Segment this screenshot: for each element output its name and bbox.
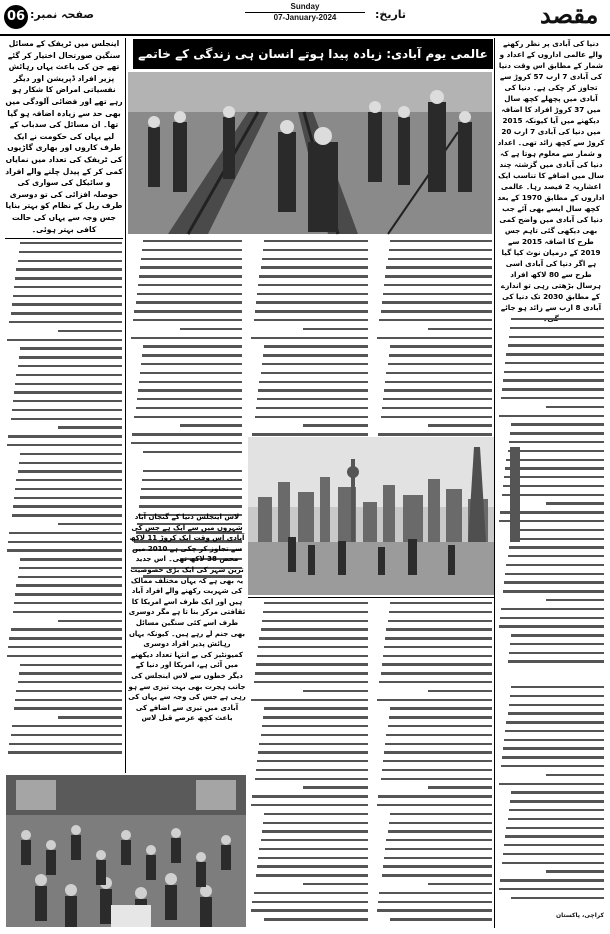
text-line [19, 567, 122, 569]
text-line [386, 839, 492, 841]
text-line [16, 268, 122, 270]
text-line [8, 435, 122, 437]
text-line [14, 497, 122, 499]
text-line [378, 795, 492, 797]
text-line [58, 426, 122, 428]
text-line [510, 538, 604, 540]
text-line [256, 663, 368, 665]
text-line [19, 356, 122, 358]
text-line [505, 467, 604, 469]
text-line [390, 345, 492, 347]
text-line [19, 462, 122, 464]
text-line [509, 546, 604, 548]
text-line [131, 337, 242, 339]
text-line [20, 664, 122, 666]
text-line [509, 809, 604, 811]
text-line [264, 345, 368, 347]
text-line [384, 646, 492, 648]
text-line [261, 628, 368, 630]
text-line [382, 407, 492, 409]
text-line [505, 835, 604, 837]
text-line [506, 564, 604, 566]
text-line [506, 353, 604, 355]
text-line [255, 310, 368, 312]
text-line [510, 643, 604, 645]
text-line [180, 328, 242, 330]
text-line [504, 844, 604, 846]
text-line [383, 865, 492, 867]
text-line [15, 488, 122, 490]
text-line [138, 389, 242, 391]
text-line [508, 555, 604, 557]
text-line [13, 400, 122, 402]
text-line [262, 620, 368, 622]
text-line [262, 258, 368, 260]
text-line [13, 295, 122, 297]
text-line [390, 813, 492, 815]
text-line [14, 391, 122, 393]
text-line [139, 275, 242, 277]
text-line [389, 611, 492, 613]
text-line [257, 398, 368, 400]
text-line [134, 310, 242, 312]
text-line [508, 660, 604, 662]
text-line [381, 416, 492, 418]
text-line [252, 433, 368, 435]
text-line [20, 453, 122, 455]
text-line [377, 699, 492, 701]
text-line [11, 418, 122, 420]
text-line [257, 655, 368, 657]
text-line [7, 339, 122, 341]
text-line [385, 848, 492, 850]
text-line [256, 407, 368, 409]
text-line [389, 822, 492, 824]
text-line [19, 672, 122, 674]
text-line [382, 874, 492, 876]
text-line [388, 363, 492, 365]
text-line [386, 372, 492, 374]
text-line [383, 655, 492, 657]
text-line [264, 602, 368, 604]
text-line [12, 514, 122, 516]
text-line [136, 407, 242, 409]
text-line [262, 830, 368, 832]
text-line [303, 883, 368, 885]
middle-bold-column: لاس اینجلس دنیا کے گنجان آباد شہروں میں سے ایک ہے جس کی آبادی اس وقت ایک کروڑ 11 لاکھ سے تجاوز کر چکی ہے 2010 میں محض 38 لاکھ تھی۔ اس جدید ترین شہر کی ایک بڑی خصوصیت یہ بھی ہے کہ یہاں مختلف ممالک کی شہریت رکھنے والے افراد آباد ہیں اور ایک طرف اسے امریکا کا ثقافتی مرکز بنا تا ہے مگر دوسری طرف اسے کئی سنگین مسائل بھی جنم لے رہے ہیں۔ کیونکہ یہاں رہائش پذیر افراد دوسری کمیونٹیز کی بے انتہا تعداد دیکھنے میں آئی ہے، امریکا اور دنیا کے دیگر خطوں سے لاس اینجلس کی جانب ہجرت بھی بہت تیزی سے ہو رہی ہے جس کی وجہ سے یہاں کی آبادی میں تیزی سے اضافے کی باعث کچھ عرصے قبل لاس [128, 513, 246, 723]
text-line [262, 725, 368, 727]
text-line [7, 655, 122, 657]
text-line [386, 734, 492, 736]
text-line [511, 423, 604, 425]
text-line [384, 284, 492, 286]
text-line [263, 354, 368, 356]
text-line [509, 336, 604, 338]
text-line [255, 778, 368, 780]
text-line [20, 347, 122, 349]
text-line [258, 284, 368, 286]
text-line [303, 328, 368, 330]
text-line [389, 249, 492, 251]
text-line [382, 301, 492, 303]
signature-line: کراچی، پاکستان [556, 912, 604, 919]
text-line [9, 637, 122, 639]
text-line [508, 344, 604, 346]
text-line [546, 599, 604, 601]
text-line [251, 909, 368, 911]
text-line [254, 892, 368, 894]
text-line [258, 857, 368, 859]
text-line [506, 827, 604, 829]
column-divider [5, 238, 123, 239]
text-line [255, 672, 368, 674]
text-line [501, 765, 604, 767]
text-line [257, 760, 368, 762]
text-line [254, 681, 368, 683]
text-line [511, 686, 604, 688]
body-text-col-6 [376, 602, 492, 928]
text-line [428, 424, 492, 426]
text-line [138, 284, 242, 286]
text-line [142, 249, 242, 251]
text-line [377, 909, 492, 911]
text-line [258, 646, 368, 648]
text-line [258, 389, 368, 391]
text-line [509, 441, 604, 443]
text-line [511, 318, 604, 320]
text-line [137, 398, 242, 400]
text-line [502, 756, 604, 758]
left-body-text [6, 242, 122, 762]
text-line [385, 275, 492, 277]
text-line [508, 450, 604, 452]
text-line [7, 549, 122, 551]
body-text-col-4 [130, 240, 242, 465]
text-line [14, 707, 122, 709]
text-line [546, 774, 604, 776]
text-line [139, 381, 242, 383]
text-line [388, 258, 492, 260]
text-line [510, 800, 604, 802]
text-line [143, 470, 242, 472]
text-line [16, 479, 122, 481]
text-line [261, 734, 368, 736]
text-line [381, 672, 492, 674]
text-line [509, 704, 604, 706]
text-line [8, 541, 122, 543]
right-bold-column: دنیا کی آبادی پر نظر رکھنے والے عالمی اداروں کے اعداد و شمار کے مطابق اس وقت دنیا کی آبادی 7 ارب 57 کروڑ سے تجاوز کر چکی ہے۔ دنیا کی آبادی میں پچھلے کچھ سال میں 37 کروڑ افراد کا اضافہ دیکھنے میں آیا کیونکہ 2015 میں دنیا کی آبادی 7 ارب 20 کروڑ سے کچھ زائد تھی۔ اعداد و شمار سے معلوم ہوتا ہے کہ دنیا کی آبادی میں گزشتہ چند سال میں اضافے کا تناسب ایک اعشاریہ 2 فیصد رہا۔ عالمی اداروں کے مطابق 1970 کے بعد کچھ سال ایسے بھی آئے جب دنیا کی آبادی میں واضح کمی بھی دیکھی گئی تاہم جس طرح کا اضافہ 2015 سے 2019 کے درمیان نوٹ کیا گیا ہے اگر دنیا کی آبادی اسی طرح سے 80 لاکھ افراد ہرسال بڑھتی رہی تو اندازے کے مطابق 2030 تک دنیا کی آبادی 8 ارب سے زائد ہو جائے [497, 39, 605, 312]
text-line [19, 251, 122, 253]
text-line [259, 381, 368, 383]
text-line [546, 406, 604, 408]
text-line [384, 857, 492, 859]
text-line [428, 690, 492, 692]
text-line [506, 459, 604, 461]
text-line [511, 634, 604, 636]
text-line [385, 637, 492, 639]
text-line [12, 725, 122, 727]
body-text-col-7 [250, 602, 368, 928]
text-line [255, 416, 368, 418]
text-line [388, 830, 492, 832]
text-line [379, 681, 492, 683]
text-line [8, 751, 122, 753]
body-text-col-2 [376, 240, 492, 465]
text-line [137, 293, 242, 295]
text-line [390, 602, 492, 604]
text-line [142, 479, 242, 481]
text-line [388, 620, 492, 622]
text-line [9, 743, 122, 745]
text-line [140, 372, 242, 374]
text-line [499, 783, 604, 785]
text-line [377, 804, 492, 806]
text-line [261, 266, 368, 268]
text-line [14, 286, 122, 288]
city-skyline-photo [248, 437, 494, 595]
text-line [13, 611, 122, 613]
text-line [58, 330, 122, 332]
text-line [14, 602, 122, 604]
text-line [140, 266, 242, 268]
text-line [510, 432, 604, 434]
text-line [546, 870, 604, 872]
main-headline: عالمی یوم آبادی: زیادہ پیدا ہوتے انسان ہی زندگی کے خاتمے [133, 39, 493, 69]
text-line [428, 883, 492, 885]
text-line [259, 275, 368, 277]
date-box [245, 2, 365, 23]
text-line [256, 301, 368, 303]
text-line [381, 310, 492, 312]
text-line [389, 716, 492, 718]
text-line [20, 242, 122, 244]
text-line [263, 716, 368, 718]
text-line [18, 576, 122, 578]
text-line [12, 409, 122, 411]
text-line [263, 611, 368, 613]
railway-crowd-photo [128, 72, 492, 234]
day-label: Sunday [245, 2, 365, 13]
text-line [11, 734, 122, 736]
page-number-badge: 06 [4, 5, 28, 29]
text-line [258, 751, 368, 753]
text-line [264, 918, 368, 920]
text-line [18, 365, 122, 367]
text-line [140, 496, 242, 498]
text-line [506, 721, 604, 723]
text-line [259, 848, 368, 850]
text-line [58, 716, 122, 718]
text-line [142, 354, 242, 356]
text-line [15, 699, 122, 701]
text-line [377, 337, 492, 339]
text-line [252, 901, 368, 903]
text-line [16, 584, 122, 586]
text-line [9, 532, 122, 534]
date-value: 07-January-2024 [273, 13, 337, 22]
text-line [18, 681, 122, 683]
text-line [251, 804, 368, 806]
text-line [143, 451, 242, 453]
text-line [263, 249, 368, 251]
text-line [18, 260, 122, 262]
text-line [143, 240, 242, 242]
text-line [16, 690, 122, 692]
text-line [11, 312, 122, 314]
text-line [261, 372, 368, 374]
text-line [257, 865, 368, 867]
column-divider [125, 38, 126, 773]
text-line [508, 818, 604, 820]
text-line [141, 363, 242, 365]
text-line [502, 388, 604, 390]
text-line [505, 730, 604, 732]
text-line [503, 379, 604, 381]
text-line [15, 277, 122, 279]
text-line [499, 415, 604, 417]
body-text-col-3 [250, 240, 368, 465]
text-line [511, 529, 604, 531]
text-line [503, 747, 604, 749]
text-line [504, 581, 604, 583]
text-line [7, 444, 122, 446]
text-line [18, 470, 122, 472]
text-line [58, 523, 122, 525]
text-line [501, 397, 604, 399]
text-line [511, 897, 604, 899]
text-line [385, 381, 492, 383]
text-line [134, 416, 242, 418]
text-line [143, 345, 242, 347]
page-number-label: صفحہ نمبر: [30, 8, 94, 21]
text-line [389, 354, 492, 356]
page-header [0, 0, 610, 36]
text-line [504, 371, 604, 373]
text-line [546, 502, 604, 504]
text-line [303, 690, 368, 692]
text-line [15, 593, 122, 595]
text-line [133, 319, 242, 321]
text-line [386, 266, 492, 268]
text-line [257, 293, 368, 295]
text-line [379, 892, 492, 894]
text-line [510, 327, 604, 329]
text-line [263, 822, 368, 824]
text-line [16, 374, 122, 376]
text-line [256, 769, 368, 771]
text-line [378, 901, 492, 903]
text-line [252, 795, 368, 797]
text-line [501, 608, 604, 610]
text-line [136, 301, 242, 303]
text-line [386, 628, 492, 630]
text-line [383, 760, 492, 762]
text-line [499, 625, 604, 627]
text-line [259, 743, 368, 745]
text-line [499, 888, 604, 890]
column-divider [494, 38, 495, 928]
text-line [9, 321, 122, 323]
text-line [390, 240, 492, 242]
text-line [383, 398, 492, 400]
text-line [379, 319, 492, 321]
section-divider [248, 597, 494, 598]
text-line [303, 786, 368, 788]
text-line [509, 652, 604, 654]
right-body-text-lower [498, 686, 604, 908]
text-line [131, 442, 242, 444]
text-line [381, 778, 492, 780]
text-line [12, 303, 122, 305]
text-line [141, 258, 242, 260]
date-label: تاریخ: [375, 8, 407, 21]
text-line [503, 590, 604, 592]
text-line [508, 712, 604, 714]
text-line [384, 751, 492, 753]
text-line [141, 488, 242, 490]
text-line [390, 707, 492, 709]
crowded-street-photo [6, 775, 246, 927]
text-line [180, 424, 242, 426]
text-line [382, 663, 492, 665]
text-line [256, 874, 368, 876]
text-line [505, 573, 604, 575]
text-line [390, 918, 492, 920]
text-line [251, 337, 368, 339]
text-line [385, 743, 492, 745]
text-line [259, 637, 368, 639]
text-line [428, 328, 492, 330]
text-line [15, 383, 122, 385]
text-line [504, 739, 604, 741]
text-line [264, 240, 368, 242]
text-line [13, 505, 122, 507]
text-line [254, 319, 368, 321]
left-bold-column: اینجلس میں ٹریفک کے مسائل سنگین صورتحال اختیار کر گئے تھے جن کی باعث یہاں رہائش پزیر افراد ڈپریشن اور دیگر نفسیاتی امراض کا شکار ہو رہے تھے اور فضائی آلودگی میں بھی حد سے زیادہ اضافہ ہو گیا تھا۔ ان مسائل کی سدباب کے لیے یہاں کی حکومت نے ایک طرف کاروں اور بھاری گاڑیوں کی ٹریفک کی تعداد میں نمایاں کمی کر کے پیدل چلنے والے افراد و سائیکل کی سواری کی حوصلہ افزائی کی تو دوسری طرف ریل کے نظام کو بہتر بنایا جس وجہ سے یہاں کی حالت کافی بہتر ہوئی۔ [5, 39, 123, 234]
text-line [510, 695, 604, 697]
newspaper-logo: مقصد [540, 0, 599, 29]
text-line [384, 389, 492, 391]
text-line [388, 725, 492, 727]
text-line [132, 433, 242, 435]
text-line [251, 699, 368, 701]
text-line [383, 293, 492, 295]
text-line [382, 769, 492, 771]
text-line [502, 862, 604, 864]
text-line [262, 363, 368, 365]
text-line [58, 620, 122, 622]
text-line [303, 424, 368, 426]
text-line [264, 813, 368, 815]
text-line [378, 433, 492, 435]
text-line [511, 791, 604, 793]
text-line [11, 628, 122, 630]
text-line [505, 362, 604, 364]
text-line [503, 853, 604, 855]
text-line [264, 707, 368, 709]
text-line [139, 505, 242, 507]
text-line [261, 839, 368, 841]
text-line [8, 646, 122, 648]
text-line [20, 558, 122, 560]
text-line [500, 617, 604, 619]
text-line [500, 879, 604, 881]
text-line [428, 786, 492, 788]
